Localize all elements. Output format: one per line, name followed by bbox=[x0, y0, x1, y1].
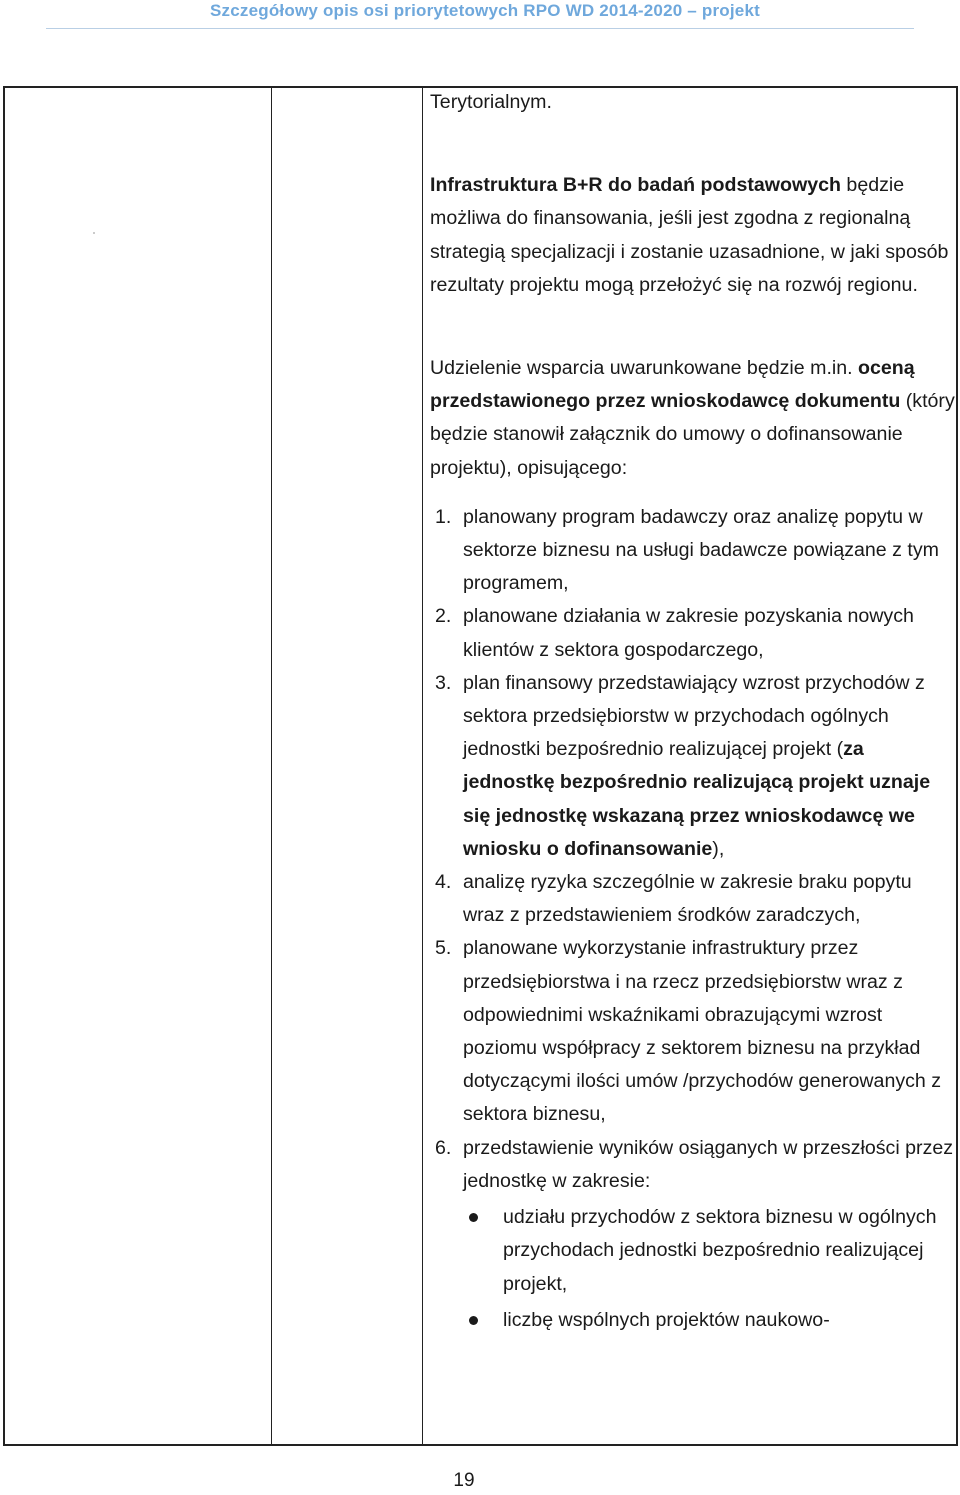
list-item-bold-text: za jednostkę bezpośrednio realizującą projekt uznaje się jednostkę wskazaną przez wnioskodawcę we wniosku o dofinansowanie bbox=[463, 738, 931, 860]
cell-dot-mark bbox=[93, 232, 95, 234]
paragraph-text: Udzielenie wsparcia uwarunkowane będzie m.in. bbox=[430, 357, 859, 380]
list-item-text: przedstawienie wyników osiąganych w przeszłości przez jednostkę w zakresie: bbox=[463, 1136, 954, 1192]
list-number: 4. bbox=[435, 871, 452, 894]
paragraph-support-conditions bbox=[430, 352, 955, 485]
column-divider-1 bbox=[271, 88, 272, 1444]
paragraph-territorial bbox=[430, 86, 955, 119]
header-title: Szczegółowy opis osi priorytetowych RPO WD 2014-2020 – projekt bbox=[210, 1, 760, 20]
list-item-text: analizę ryzyka szczególnie w zakresie braku popytu wraz z przedstawieniem środków zaradczych, bbox=[463, 871, 912, 927]
list-item-1 bbox=[430, 501, 955, 601]
header-rule bbox=[46, 28, 914, 29]
list-item-text: plan finansowy przedstawiający wzrost przychodów z sektora przedsiębiorstw w przychodach ogólnych jednostki bezpośrednio realizującej projekt ( bbox=[463, 671, 925, 761]
list-item-text: planowany program badawczy oraz analizę popytu w sektorze biznesu na usługi badawcze powiązane z tym programem, bbox=[463, 505, 939, 595]
list-item-5 bbox=[430, 932, 955, 1131]
column-divider-2 bbox=[422, 88, 423, 1444]
table-cell-content bbox=[430, 86, 955, 1337]
sub-list-item-1 bbox=[430, 1201, 955, 1301]
paragraph-text: (który będzie stanowił załącznik do umowy o dofinansowanie projektu), opisującego: bbox=[430, 390, 955, 479]
sub-list-item-text: udziału przychodów z sektora biznesu w ogólnych przychodach jednostki bezpośrednio realizującej projekt, bbox=[503, 1206, 937, 1295]
bullet-icon bbox=[469, 1316, 478, 1325]
paragraph-infrastructure bbox=[430, 169, 955, 302]
list-item-text: planowane działania w zakresie pozyskania nowych klientów z sektora gospodarczego, bbox=[463, 605, 914, 661]
list-number: 1. bbox=[435, 505, 452, 528]
list-item-3 bbox=[430, 667, 955, 866]
page-header bbox=[0, 0, 960, 30]
list-item-2 bbox=[430, 600, 955, 666]
paragraph-bold-lead: Infrastruktura B+R do badań podstawowych bbox=[430, 174, 841, 197]
paragraph-bold-phrase: oceną przedstawionego przez wnioskodawcę dokumentu bbox=[430, 357, 915, 413]
list-number: 2. bbox=[435, 605, 452, 628]
page-number: 19 bbox=[453, 1470, 475, 1491]
list-item-text: planowane wykorzystanie infrastruktury przez przedsiębiorstwa i na rzecz przedsiębiorstw wraz z odpowiednimi wskaźnikami obrazującymi wzrost poziomu współpracy z sektorem biznesu na przykład dotyczącymi ilości umów /przychodów generowanych z sektora biznesu, bbox=[463, 937, 942, 1126]
list-number: 3. bbox=[435, 671, 452, 694]
list-item-6 bbox=[430, 1132, 955, 1198]
paragraph-text: Terytorialnym. bbox=[430, 91, 552, 113]
list-number: 5. bbox=[435, 937, 452, 960]
sub-list-item-text: liczbę wspólnych projektów naukowo- bbox=[503, 1308, 830, 1331]
bullet-icon bbox=[469, 1213, 478, 1222]
list-item-4 bbox=[430, 866, 955, 932]
list-item-tail: ), bbox=[712, 837, 725, 860]
sub-list-item-2 bbox=[430, 1304, 955, 1337]
paragraph-text: będzie możliwa do finansowania, jeśli jest zgodna z regionalną strategią specjalizacji i zostanie uzasadnione, w jaki sposób rezultaty projektu mogą przełożyć się na rozwój regionu. bbox=[430, 174, 949, 296]
list-number: 6. bbox=[435, 1136, 452, 1159]
